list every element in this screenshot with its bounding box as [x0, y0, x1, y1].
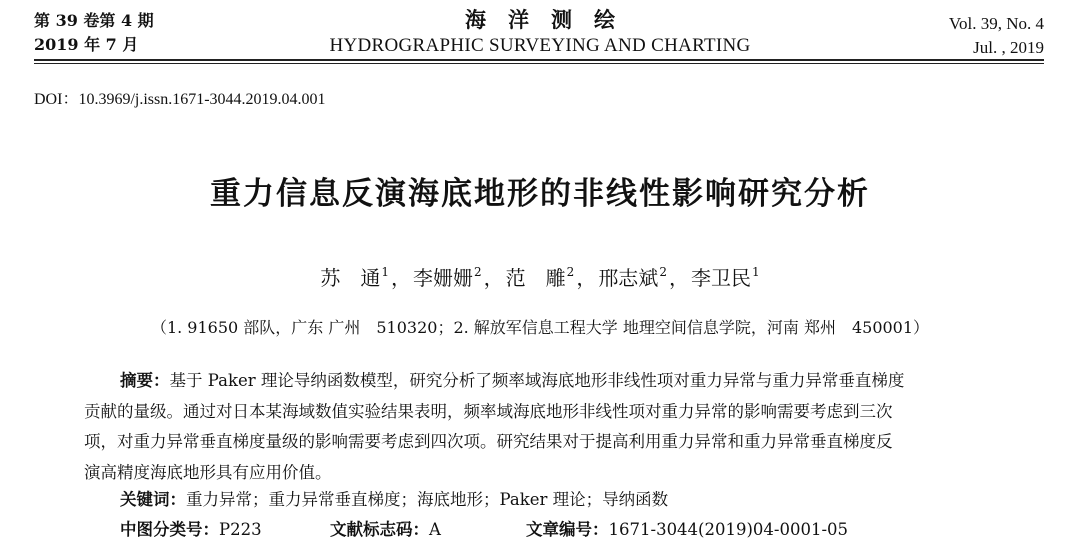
article-number-field — [526, 516, 848, 540]
article-number-value: 1671-3044(2019)04-0001-05 — [608, 520, 849, 539]
article-number-label: 文章编号： — [526, 520, 609, 539]
author — [598, 262, 667, 291]
keywords-label: 关键词： — [120, 490, 186, 509]
author-affiliation-mark: 1 — [751, 265, 760, 279]
abstract — [84, 366, 1020, 488]
date-cn: 2019 年 7 月 — [34, 35, 139, 54]
clc-label: 中图分类号： — [120, 520, 219, 539]
author-separator: ， — [576, 266, 597, 290]
author-name: 范 雕 — [505, 266, 566, 290]
author-list — [0, 262, 1080, 291]
affiliations: （1. 91650 部队，广东 广州 510320；2. 解放军信息工程大学 地理空间信息学院，河南 郑州 450001） — [150, 318, 930, 337]
author — [506, 262, 575, 291]
author-name: 李姗姗 — [413, 266, 474, 290]
clc-field — [120, 516, 330, 540]
volume-issue-cn: 第 39 卷第 4 期 — [34, 11, 154, 30]
document-code-field — [330, 516, 526, 540]
classification-line — [120, 516, 848, 540]
journal-title-cn: 海洋测绘 — [465, 7, 637, 32]
author — [320, 262, 389, 291]
doi: DOI：10.3969/j.issn.1671-3044.2019.04.001 — [34, 91, 326, 108]
author — [413, 262, 482, 291]
author-affiliation-mark: 2 — [474, 265, 482, 279]
author-separator: ， — [483, 266, 504, 290]
volume-issue-en: Vol. 39, No. 4 — [948, 14, 1044, 33]
document-code-label: 文献标志码： — [330, 520, 429, 539]
keywords — [120, 486, 668, 510]
date-en: Jul. , 2019 — [973, 38, 1044, 57]
journal-title-en: HYDROGRAPHIC SURVEYING AND CHARTING — [329, 35, 751, 56]
abstract-line: 贡献的量级。通过对日本某海域数值实验结果表明，频率域海底地形非线性项对重力异常的影响需要考虑到三次 — [84, 401, 893, 421]
clc-value: P223 — [219, 520, 262, 539]
header-rule-thick — [34, 59, 1044, 61]
author-name: 邢志斌 — [598, 266, 659, 290]
abstract-line — [84, 366, 1020, 397]
author — [691, 262, 760, 291]
abstract-text: 基于 Paker 理论导纳函数模型，研究分析了频率域海底地形非线性项对重力异常与重力异常垂直梯度 — [169, 371, 905, 390]
author-affiliation-mark: 1 — [381, 265, 390, 279]
header-right — [949, 12, 1044, 60]
author-name: 苏 通 — [320, 266, 381, 290]
document-code-value: A — [429, 520, 441, 539]
author-separator: ， — [668, 266, 689, 290]
abstract-line: 演高精度海底地形具有应用价值。 — [84, 462, 332, 482]
abstract-line: 项，对重力异常垂直梯度量级的影响需要考虑到四次项。研究结果对于提高利用重力异常和重力异常垂直梯度反 — [84, 432, 893, 451]
header-center — [0, 6, 1080, 58]
author-separator: ， — [391, 266, 412, 290]
keywords-text: 重力异常；重力异常垂直梯度；海底地形；Paker 理论；导纳函数 — [186, 490, 669, 509]
abstract-label: 摘要： — [120, 371, 170, 390]
paper-title: 重力信息反演海底地形的非线性影响研究分析 — [210, 176, 870, 212]
header-rule-thin — [34, 63, 1044, 64]
author-affiliation-mark: 2 — [659, 265, 667, 279]
author-affiliation-mark: 2 — [566, 265, 575, 279]
author-name: 李卫民 — [690, 266, 751, 290]
